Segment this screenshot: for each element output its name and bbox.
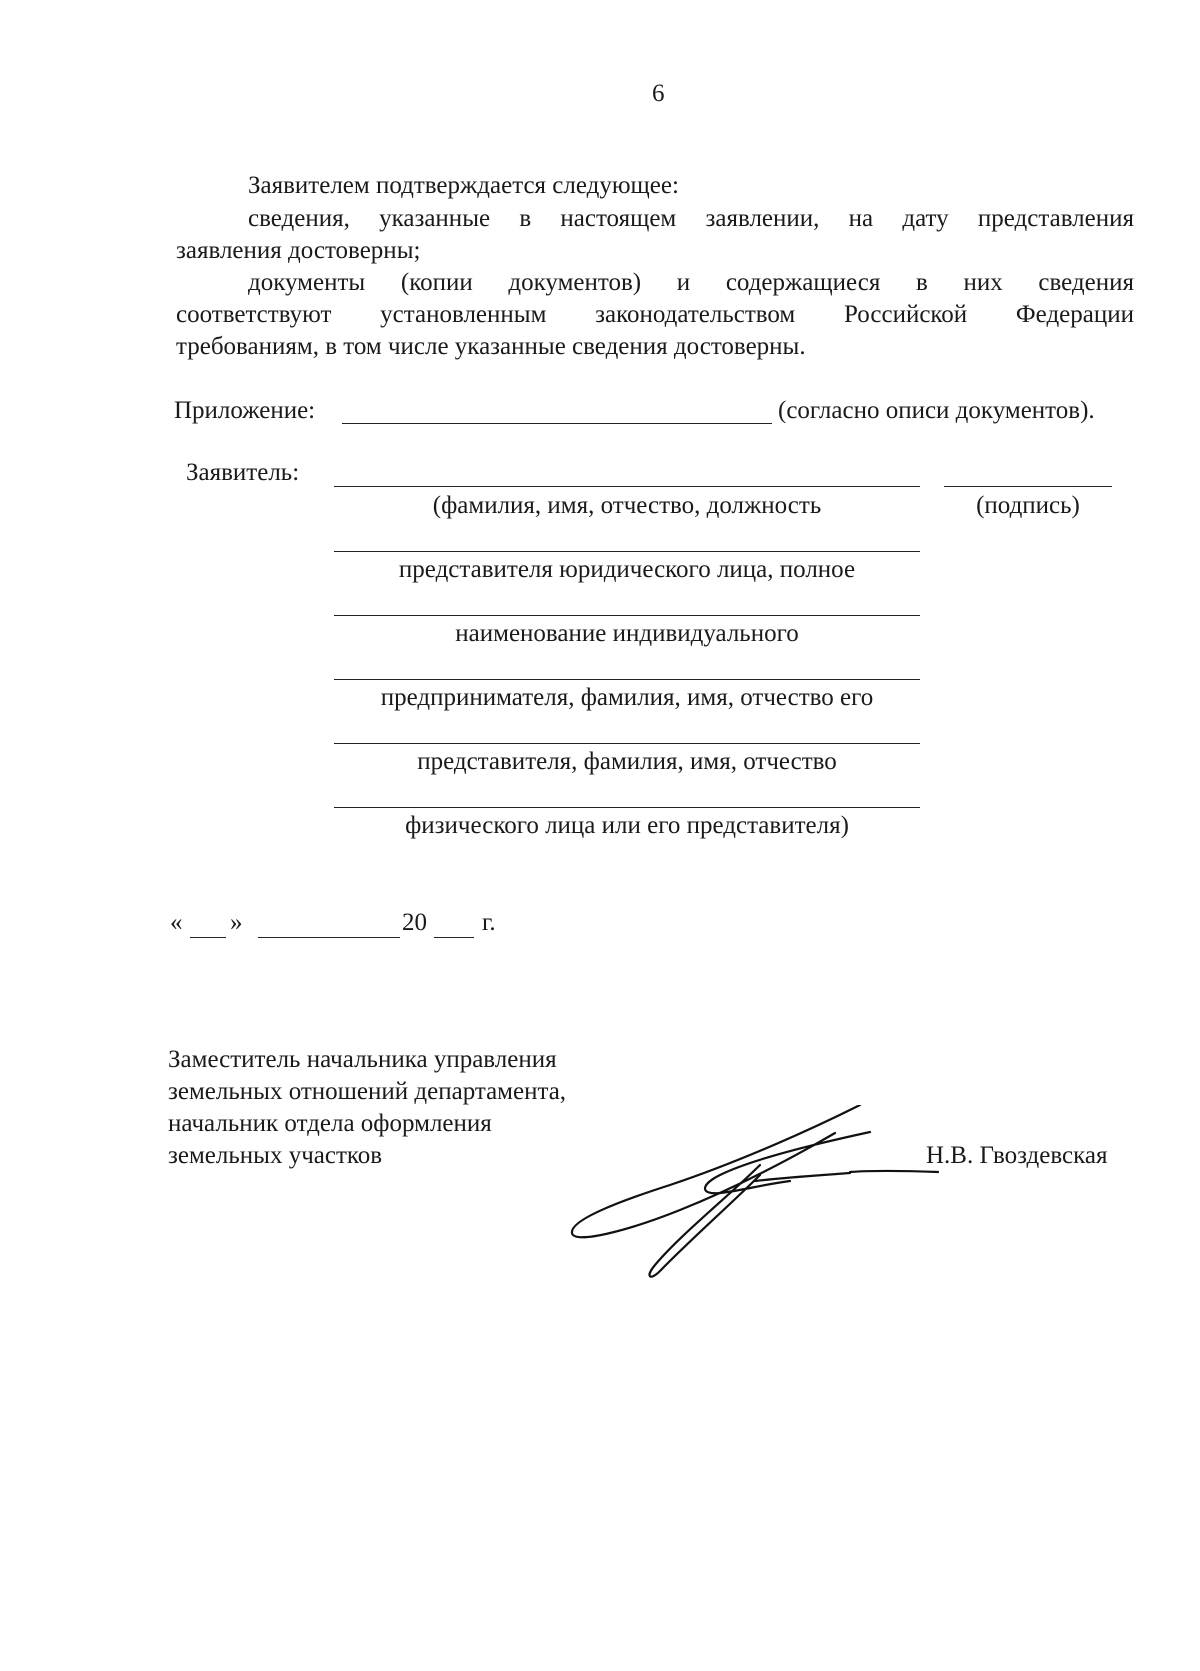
- confirm-item2-line2: соответствуют установленным законодательством Российской Федерации: [176, 301, 1134, 328]
- applicant-signature-caption: (подпись): [976, 492, 1080, 519]
- applicant-label: Заявитель:: [186, 459, 300, 486]
- page-number: 6: [652, 80, 665, 107]
- signatory-title-4: земельных участков: [168, 1142, 383, 1169]
- date-close-quote: »: [230, 909, 243, 936]
- applicant-caption-4: предпринимателя, фамилия, имя, отчество его: [380, 684, 874, 711]
- signature-scribble: [560, 1105, 940, 1295]
- applicant-caption-3: наименование индивидуального: [455, 620, 799, 647]
- attachment-suffix: (согласно описи документов).: [778, 397, 1095, 424]
- applicant-name-line-1: [334, 486, 920, 487]
- date-year-suffix: г.: [482, 909, 496, 936]
- applicant-caption-6: физического лица или его представителя): [405, 812, 849, 839]
- date-month-blank: [258, 937, 400, 938]
- confirm-item2-line1: документы (копии документов) и содержащиеся в них сведения: [248, 269, 1134, 296]
- date-open-quote: «: [170, 909, 183, 936]
- confirm-item2-line3: требованиям, в том числе указанные сведения достоверны.: [176, 333, 806, 360]
- applicant-name-line-2: [334, 551, 920, 552]
- confirm-item1-line2: заявления достоверны;: [176, 237, 421, 264]
- attachment-label: Приложение:: [174, 397, 316, 424]
- confirm-heading: Заявителем подтверждается следующее:: [248, 172, 679, 199]
- applicant-caption-5: представителя, фамилия, имя, отчество: [417, 748, 837, 775]
- applicant-name-line-4: [334, 679, 920, 680]
- applicant-signature-line: [944, 486, 1112, 487]
- confirm-item1-line1: сведения, указанные в настоящем заявлении, на дату представления: [248, 205, 1134, 232]
- date-day-blank: [190, 937, 226, 938]
- applicant-name-line-6: [334, 807, 920, 808]
- signatory-title-3: начальник отдела оформления: [168, 1110, 492, 1137]
- date-year-blank: [434, 937, 474, 938]
- signatory-name: Н.В. Гвоздевская: [926, 1142, 1108, 1169]
- attachment-blank-line: [342, 423, 772, 424]
- applicant-name-line-5: [334, 743, 920, 744]
- applicant-caption-2: представителя юридического лица, полное: [398, 556, 856, 583]
- applicant-caption-1: (фамилия, имя, отчество, должность: [432, 492, 822, 519]
- signatory-title-2: земельных отношений департамента,: [168, 1078, 567, 1105]
- signatory-title-1: Заместитель начальника управления: [168, 1046, 557, 1073]
- date-year-prefix: 20: [402, 909, 427, 936]
- applicant-name-line-3: [334, 615, 920, 616]
